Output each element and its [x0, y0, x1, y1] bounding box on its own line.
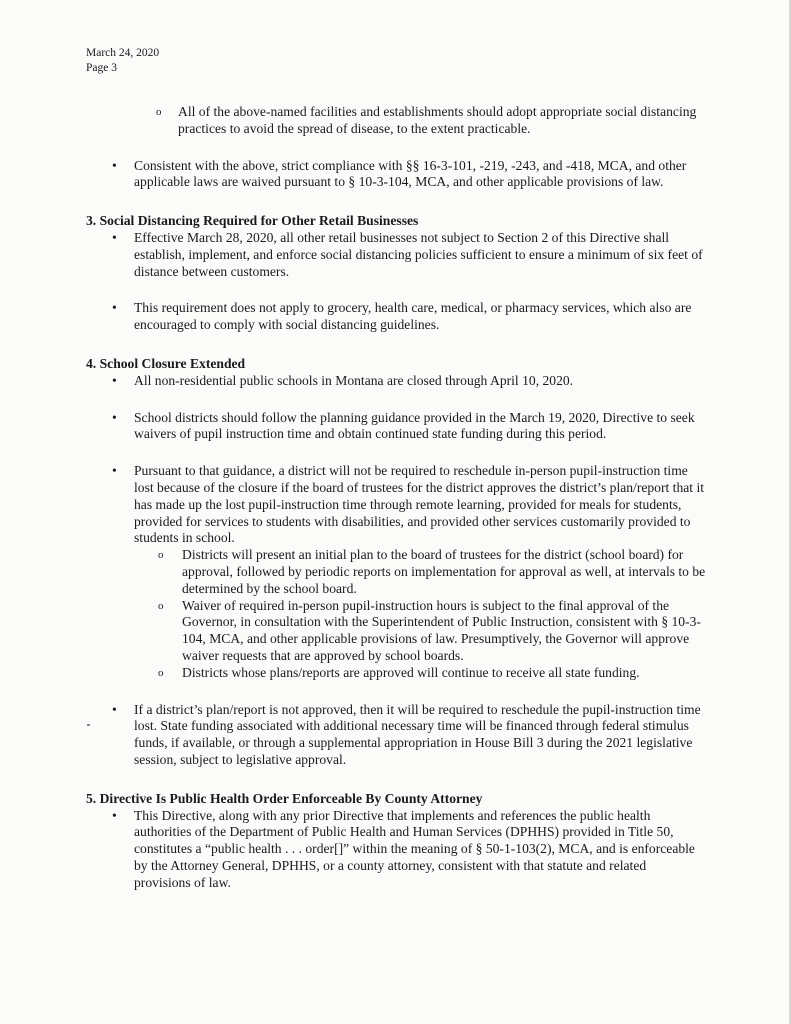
bullet-item [86, 158, 706, 192]
sub-bullet-marker: o [156, 106, 162, 118]
bullet-item [86, 702, 706, 769]
bullet-marker: • [112, 807, 117, 823]
bullet-marker: • [112, 409, 117, 425]
page-header [86, 46, 159, 76]
sub-bullet-marker: o [158, 666, 164, 679]
sub-bullet-text: All of the above-named facilities and establishments should adopt appropriate social distancing practices to avoid the spread of disease, to the extent practicable. [178, 104, 697, 136]
bullet-text: If a district’s plan/report is not approved, then it will be required to reschedule the pupil-instruction time lost. State funding associated with additional necessary time will be financed through federal stimulus funds, if available, or through a supplemental appropriation in House Bill 3 during the 2021 legislative session, subject to legislative approval. [134, 701, 701, 767]
bullet-item [86, 230, 706, 280]
bullet-text: This Directive, along with any prior Directive that implements and references the public health authorities of the Department of Public Health and Human Services (DPHHS) provided in Title 50, constitutes a “public health . . . order[]” within the meaning of § 50-1-103(2), MCA, and is enforceable by the Attorney General, DPHHS, or a county attorney, consistent with that statute and related provisions of law. [134, 807, 695, 890]
sub-bullet-item [86, 104, 706, 138]
bullet-text: Pursuant to that guidance, a district will not be required to reschedule in-person pupil-instruction time lost because of the closure if the board of trustees for the district approves the district’s plan/report that it has made up the lost pupil-instruction time through remote learning, provided for meals for students, provided for services to students with disabilities, and provided other services customarily provided to students in school. [134, 463, 705, 546]
sub-bullet-item [86, 665, 706, 682]
bullet-text: All non-residential public schools in Montana are closed through April 10, 2020. [134, 372, 574, 388]
bullet-text: Consistent with the above, strict compliance with §§ 16-3-101, -219, -243, and -418, MCA, and other applicable laws are waived pursuant to § 10-3-104, MCA, and other applicable provisions of law. [134, 157, 687, 190]
sub-bullet-item [86, 598, 706, 665]
bullet-text: Effective March 28, 2020, all other retail businesses not subject to Section 2 of this Directive shall establish, implement, and enforce social distancing policies sufficient to ensure a minimum of six feet of distance between customers. [134, 229, 703, 279]
section-4 [86, 356, 706, 769]
sub-bullet-item [86, 547, 706, 597]
sub-bullet-marker: o [158, 599, 164, 612]
bullet-marker: • [112, 701, 117, 717]
bullet-marker: • [112, 157, 117, 173]
header-page-number: Page 3 [86, 62, 117, 74]
bullet-item [86, 410, 706, 444]
bullet-item [86, 373, 706, 390]
bullet-text: This requirement does not apply to grocery, health care, medical, or pharmacy services, which also are encouraged to comply with social distancing guidelines. [134, 300, 692, 333]
bullet-item [86, 463, 706, 547]
sub-bullet-text: Districts will present an initial plan to the board of trustees for the district (school board) for approval, followed by periodic reports on implementation for approval as well, at intervals to be determined by the school board. [182, 547, 706, 596]
bullet-item [86, 300, 706, 334]
section-heading: 4. School Closure Extended [86, 355, 246, 371]
section-3 [86, 213, 706, 334]
bullet-item [86, 808, 706, 892]
sub-bullet-text: Waiver of required in-person pupil-instruction hours is subject to the final approval of the Governor, in consultation with the Superintendent of Public Instruction, consistent with § 10-3-104, MCA, and other applicable provisions of law. Presumptively, the Governor will approve waiver requests that are approved by school boards. [182, 597, 701, 663]
section-heading: 3. Social Distancing Required for Other Retail Businesses [86, 213, 419, 229]
header-date: March 24, 2020 [86, 47, 160, 59]
section-5 [86, 791, 706, 892]
bullet-marker: • [112, 229, 117, 245]
bullet-marker: • [112, 372, 117, 388]
sub-bullet-marker: o [158, 549, 164, 562]
bullet-marker: • [112, 463, 117, 479]
bullet-text: School districts should follow the planning guidance provided in the March 19, 2020, Directive to seek waivers of pupil instruction time and obtain continued state funding during this period. [134, 409, 695, 442]
bullet-marker: • [112, 300, 117, 316]
section-heading: 5. Directive Is Public Health Order Enforceable By County Attorney [86, 790, 483, 806]
document-body [86, 104, 706, 891]
sub-bullet-text: Districts whose plans/reports are approved will continue to receive all state funding. [182, 664, 640, 680]
